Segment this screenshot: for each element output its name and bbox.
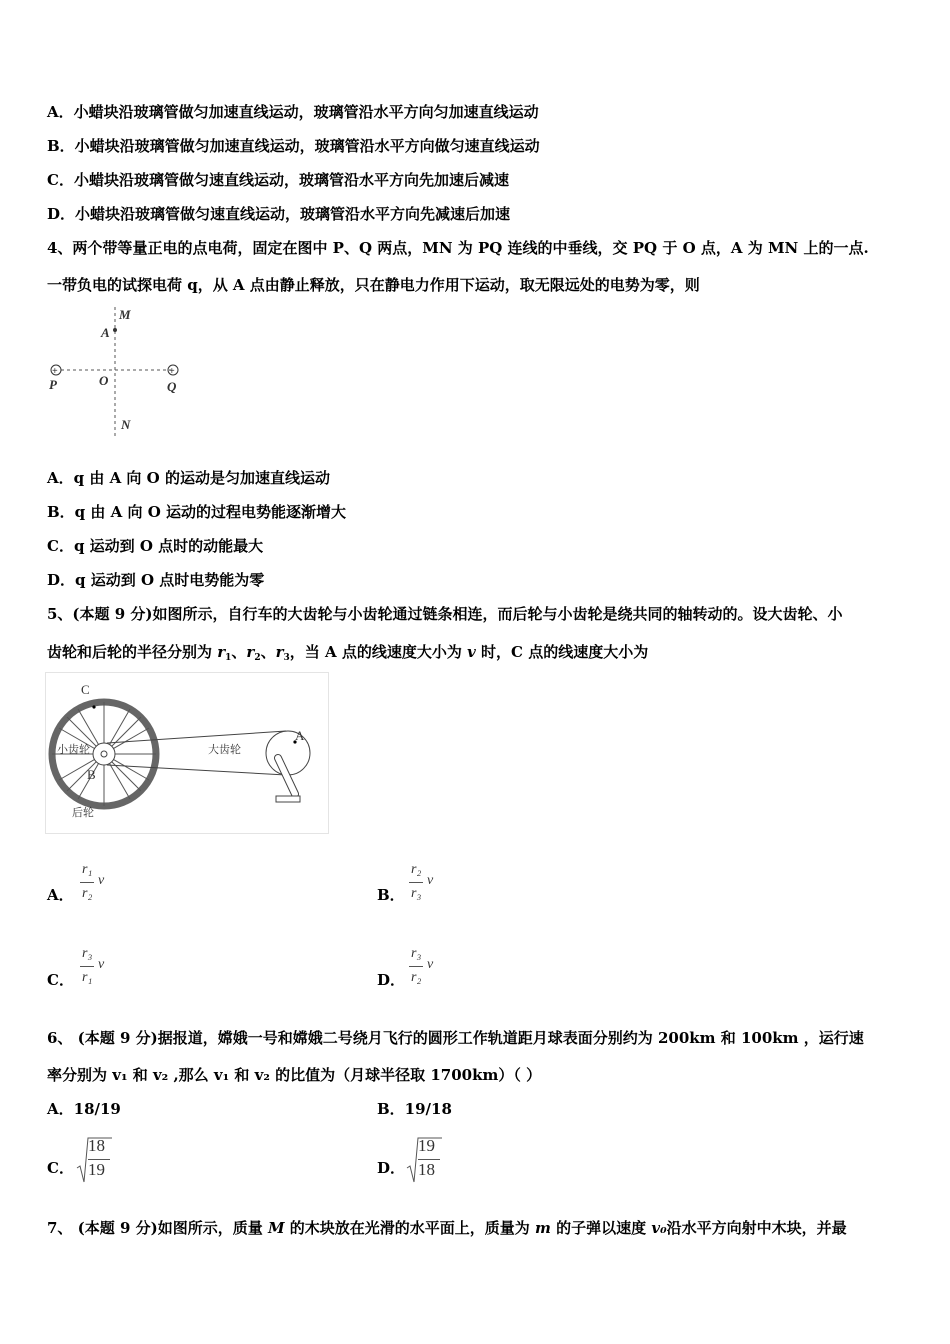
q5-option-c-label: C． <box>47 971 74 989</box>
q6-option-c-label: C． <box>47 1159 74 1177</box>
label-p: P <box>49 377 57 392</box>
exam-page: A．小蜡块沿玻璃管做匀加速直线运动，玻璃管沿水平方向匀加速直线运动 B．小蜡块沿玻璃管做匀加速直线运动，玻璃管沿水平方向做匀速直线运动 C．小蜡块沿玻璃管做匀速直线运动，玻璃管沿水平方向先加速后减速 D．小蜡块沿玻璃管做匀速直线运动，玻璃管沿水平方向先减速后加速 4、两个带等量正电的点电荷，固定在图中 P、Q 两点，MN 为 PQ 连线的中垂线，交 PQ 于 O 点，A 为 MN 上的一点. 一带负电的试探电荷 q，从 A 点由静止释放，只在静电力作用下运动，取无限远处的电势为零，则 + + M A P O Q N A．q 由 A 向 O 的运动是匀加速直线运动 B．q 由 A 向 O 运动的过程电势能逐渐增大 C．q 运动到 O 点时的动能最大 D．q 运动到 O 点时电势能为零 5、(本题 9 分)如图所示，自行车的大齿轮与小齿轮通过链条相连，而后轮与小齿轮是绕共同的轴转动的。设大齿轮、小 齿轮和后轮的半径分别为 $r_1$、$r_2$、$r_3$，当 A 点的线速度大小为 v 时，C 点的线速度大小为 C A B 小齿轮 大齿轮 后轮 A． r₁ r₂ v B． r₂ r₃ v C． r₃ r₁ v D． r₃ r₂ v 6、 (本题 9 分)据报道，嫦娥一号和嫦娥二号绕月飞行的圆形工作轨道距月球表面分别约为 200km 和 100km ，运行速 率分别为 v₁ 和 v₂ ,那么 v₁ 和 v₂ 的比值为（月球半径取 1700km）（ ） A．18/19 B．19/18 C． 18 19 D． 19 18 7、 (本题 9 分)如图所示，质量 M 的木块放在光滑的水平面上，质量为 m 的子弹以速度 v₀沿水平方向射中木块，并最 <box>0 0 950 1344</box>
label-o: O <box>99 373 109 388</box>
q3-option-a: A．小蜡块沿玻璃管做匀加速直线运动，玻璃管沿水平方向匀加速直线运动 <box>47 103 539 121</box>
label-rear-wheel: 后轮 <box>72 807 94 819</box>
q4-option-d: D．q 运动到 O 点时电势能为零 <box>47 571 265 589</box>
q6-option-b: B．19/18 <box>377 1100 452 1118</box>
q4-charge-figure <box>45 305 190 440</box>
q6-stem-line1: 6、 (本题 9 分)据报道，嫦娥一号和嫦娥二号绕月飞行的圆形工作轨道距月球表面分别约为 200km 和 100km ，运行速 <box>47 1029 864 1047</box>
q3-option-c: C．小蜡块沿玻璃管做匀速直线运动，玻璃管沿水平方向先加速后减速 <box>47 171 509 189</box>
label-c: C <box>81 682 90 697</box>
q5-stem-line2: 齿轮和后轮的半径分别为 $r_1$、$r_2$、$r_3$，当 A 点的线速度大小为 v 时，C 点的线速度大小为 <box>47 643 649 663</box>
label-m: M <box>119 307 131 322</box>
q4-option-b: B．q 由 A 向 O 运动的过程电势能逐渐增大 <box>47 503 346 521</box>
q5-bicycle-figure <box>45 672 330 835</box>
q7-stem-line1: 7、 (本题 9 分)如图所示，质量 M 的木块放在光滑的水平面上，质量为 m 的子弹以速度 v₀沿水平方向射中木块，并最 <box>47 1219 847 1237</box>
q3-option-b: B．小蜡块沿玻璃管做匀加速直线运动，玻璃管沿水平方向做匀速直线运动 <box>47 137 540 155</box>
label-a: A <box>295 728 305 743</box>
q4-stem-line2: 一带负电的试探电荷 q，从 A 点由静止释放，只在静电力作用下运动，取无限远处的电势为零，则 <box>47 276 700 294</box>
q5-option-a-label: A． <box>47 886 74 904</box>
q6-stem-line2: 率分别为 v₁ 和 v₂ ,那么 v₁ 和 v₂ 的比值为（月球半径取 1700km）（ ） <box>47 1066 542 1084</box>
svg-text:+: + <box>52 366 58 377</box>
q4-option-a: A．q 由 A 向 O 的运动是匀加速直线运动 <box>47 469 330 487</box>
q5-stem-line1: 5、(本题 9 分)如图所示，自行车的大齿轮与小齿轮通过链条相连，而后轮与小齿轮是绕共同的轴转动的。设大齿轮、小 <box>47 605 843 623</box>
q5-option-d-label: D． <box>377 971 406 989</box>
label-n: N <box>121 417 131 432</box>
q6-option-a: A．18/19 <box>47 1100 121 1118</box>
q4-stem-line1: 4、两个带等量正电的点电荷，固定在图中 P、Q 两点，MN 为 PQ 连线的中垂线，交 PQ 于 O 点，A 为 MN 上的一点. <box>47 239 869 257</box>
label-small-gear: 小齿轮 <box>57 744 90 756</box>
q4-option-c: C．q 运动到 O 点时的动能最大 <box>47 537 264 555</box>
label-b: B <box>87 767 96 782</box>
label-big-gear: 大齿轮 <box>208 744 241 756</box>
q3-option-d: D．小蜡块沿玻璃管做匀速直线运动，玻璃管沿水平方向先减速后加速 <box>47 205 511 223</box>
label-a: A <box>101 325 110 340</box>
svg-text:+: + <box>169 366 175 377</box>
q6-option-d-label: D． <box>377 1159 406 1177</box>
q5-option-b-label: B． <box>377 886 405 904</box>
label-q: Q <box>167 379 177 394</box>
